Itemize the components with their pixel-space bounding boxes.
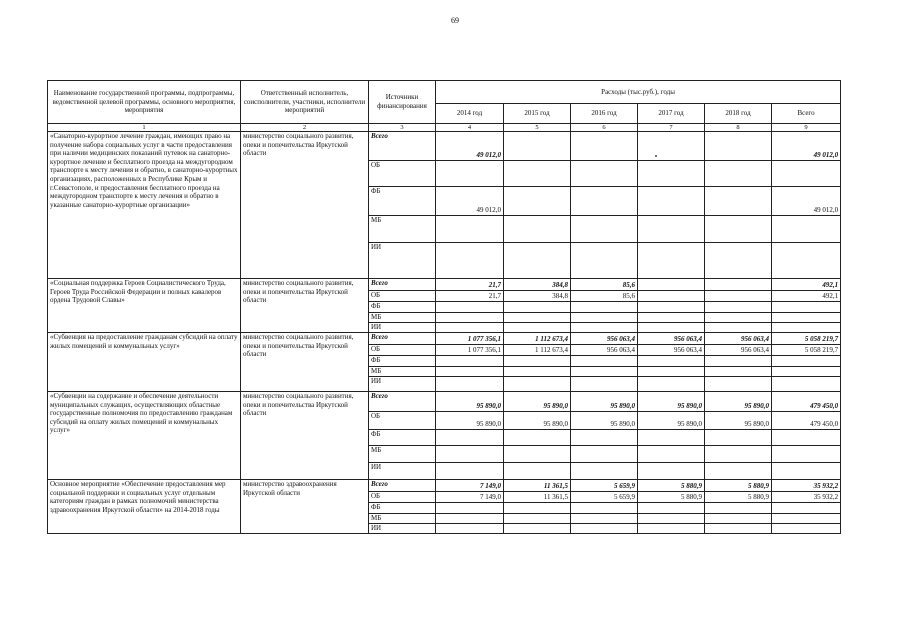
expense-value	[571, 216, 638, 243]
expense-value	[705, 377, 772, 392]
funding-source: МБ	[369, 367, 436, 377]
expense-value	[571, 446, 638, 463]
table-row	[48, 392, 841, 412]
funding-source: ОБ	[369, 161, 436, 187]
expense-value: 95 890,0	[705, 412, 772, 430]
header-total: Всего	[772, 104, 841, 124]
expense-value	[772, 377, 841, 392]
funding-source: Всего	[369, 279, 436, 291]
expense-value: 35 932,2	[772, 480, 841, 492]
expense-value	[436, 356, 504, 367]
expense-value	[772, 161, 841, 187]
funding-source: МБ	[369, 514, 436, 524]
measure-name: «Субвенции на содержание и обеспечение деятельности муниципальных служащих, осуществляющих областные государственные полномочия по предоставлению гражданам субсидий на оплату жилых помещений и коммунальных услуг»	[48, 392, 241, 480]
expense-value	[772, 446, 841, 463]
expense-value	[436, 243, 504, 279]
expense-value: 1 077 356,1	[436, 333, 504, 345]
expense-value	[705, 243, 772, 279]
expense-value	[638, 161, 705, 187]
column-number: 8	[705, 124, 772, 132]
expense-value: 21,7	[436, 279, 504, 291]
column-number: 4	[436, 124, 504, 132]
expense-value	[772, 367, 841, 377]
expense-value	[504, 524, 571, 534]
expense-value	[571, 503, 638, 514]
expense-value: 49 012,0	[436, 132, 504, 161]
expense-value	[504, 430, 571, 446]
expense-value	[638, 313, 705, 323]
expense-value	[504, 377, 571, 392]
header-year: 2015 год	[504, 104, 571, 124]
expense-value	[638, 377, 705, 392]
funding-source: ФБ	[369, 503, 436, 514]
expense-value	[504, 132, 571, 161]
funding-source: ОБ	[369, 492, 436, 503]
expense-value	[436, 503, 504, 514]
expense-value	[638, 503, 705, 514]
expense-value	[504, 243, 571, 279]
funding-source: ИИ	[369, 243, 436, 279]
expense-value	[705, 446, 772, 463]
funding-source: Всего	[369, 132, 436, 161]
expense-value	[772, 430, 841, 446]
expense-value	[705, 356, 772, 367]
expense-value	[638, 463, 705, 480]
expense-value	[638, 187, 705, 216]
expense-value	[436, 161, 504, 187]
expense-value: 49 012,0	[772, 187, 841, 216]
expense-value	[638, 279, 705, 291]
expense-value: 95 890,0	[571, 392, 638, 412]
expense-value	[705, 132, 772, 161]
expense-value	[571, 463, 638, 480]
expense-value: 5 659,9	[571, 492, 638, 503]
column-number: 9	[772, 124, 841, 132]
measure-name: «Социальная поддержка Героев Социалистического Труда, Героев Труда Российской Федерации и полных кавалеров ордена Трудовой Славы»	[48, 279, 241, 333]
expense-value	[571, 514, 638, 524]
funding-source: ОБ	[369, 291, 436, 302]
expense-value	[638, 243, 705, 279]
expense-value	[638, 323, 705, 333]
expense-value: 5 880,9	[705, 480, 772, 492]
expense-value	[638, 367, 705, 377]
expense-value: 479 450,0	[772, 412, 841, 430]
expense-value	[705, 216, 772, 243]
expense-value	[705, 302, 772, 313]
expense-value: 479 450,0	[772, 392, 841, 412]
expense-value	[436, 216, 504, 243]
expense-value	[705, 323, 772, 333]
expense-value	[638, 446, 705, 463]
expense-value: 11 361,5	[504, 480, 571, 492]
funding-source: Всего	[369, 333, 436, 345]
funding-source: ИИ	[369, 377, 436, 392]
expense-value: 95 890,0	[638, 412, 705, 430]
funding-source: ОБ	[369, 412, 436, 430]
responsible-executor: министерство социального развития, опеки и попечительства Иркутской области	[241, 333, 369, 392]
expense-value	[571, 323, 638, 333]
expense-value	[504, 446, 571, 463]
expense-value	[705, 279, 772, 291]
expense-value	[436, 463, 504, 480]
expense-value	[638, 216, 705, 243]
funding-source: ИИ	[369, 524, 436, 534]
expense-value: 95 890,0	[504, 392, 571, 412]
expense-value: 95 890,0	[638, 392, 705, 412]
measure-name: «Субвенция на предоставление гражданам субсидий на оплату жилых помещений и коммунальных услуг»	[48, 333, 241, 392]
expense-value: 95 890,0	[504, 412, 571, 430]
column-number: 6	[571, 124, 638, 132]
funding-source: ФБ	[369, 430, 436, 446]
responsible-executor: министерство социального развития, опеки и попечительства Иркутской области	[241, 392, 369, 480]
expense-value	[436, 302, 504, 313]
expense-value: 5 880,9	[638, 480, 705, 492]
expense-value	[504, 356, 571, 367]
expense-value: 956 063,4	[571, 345, 638, 356]
header-expenses: Расходы (тыс.руб.), годы	[436, 81, 841, 104]
expense-value	[571, 161, 638, 187]
expense-value	[571, 187, 638, 216]
responsible-executor: министерство социального развития, опеки и попечительства Иркутской области	[241, 279, 369, 333]
expense-value: 5 058 219,7	[772, 345, 841, 356]
expense-value	[504, 367, 571, 377]
expense-value: 85,6	[571, 291, 638, 302]
column-number: 1	[48, 124, 241, 132]
expense-value	[436, 524, 504, 534]
expense-value: 5 880,9	[705, 492, 772, 503]
expense-value	[638, 514, 705, 524]
expense-value	[772, 524, 841, 534]
expense-value	[436, 377, 504, 392]
table-row	[48, 279, 841, 291]
expense-value: 956 063,4	[638, 333, 705, 345]
expense-value: 21,7	[436, 291, 504, 302]
funding-source: МБ	[369, 313, 436, 323]
expense-value: 492,1	[772, 291, 841, 302]
expense-value	[436, 323, 504, 333]
expense-value	[571, 243, 638, 279]
funding-source: ФБ	[369, 356, 436, 367]
expense-value	[571, 430, 638, 446]
expense-value: 5 880,9	[638, 492, 705, 503]
expense-value	[571, 377, 638, 392]
expense-value	[436, 430, 504, 446]
expense-value	[504, 514, 571, 524]
expense-value	[638, 356, 705, 367]
header-year: 2014 год	[436, 104, 504, 124]
expense-value	[772, 356, 841, 367]
expense-value	[504, 216, 571, 243]
expense-value	[504, 187, 571, 216]
funding-source: ОБ	[369, 345, 436, 356]
funding-source: ФБ	[369, 187, 436, 216]
funding-source: МБ	[369, 216, 436, 243]
expense-value	[638, 132, 705, 161]
expense-value	[436, 367, 504, 377]
expense-value: 956 063,4	[638, 345, 705, 356]
expense-value	[772, 323, 841, 333]
responsible-executor: министерство социального развития, опеки и попечительства Иркутской области	[241, 132, 369, 279]
table-body	[48, 81, 841, 534]
expense-value	[504, 161, 571, 187]
expense-value	[638, 524, 705, 534]
expense-value	[504, 313, 571, 323]
expense-value	[436, 446, 504, 463]
expense-value	[436, 313, 504, 323]
expense-value	[571, 356, 638, 367]
header-sources: Источники финансирования	[369, 81, 436, 124]
table-row	[48, 132, 841, 161]
header-year: 2017 год	[638, 104, 705, 124]
expense-value	[705, 367, 772, 377]
expense-value	[571, 367, 638, 377]
expense-value	[638, 291, 705, 302]
header-year: 2016 год	[571, 104, 638, 124]
expense-value	[705, 187, 772, 216]
expense-value	[772, 503, 841, 514]
expense-value	[504, 463, 571, 480]
expense-value	[571, 524, 638, 534]
expense-value: 95 890,0	[436, 392, 504, 412]
funding-source: Всего	[369, 480, 436, 492]
expense-value: 492,1	[772, 279, 841, 291]
expense-value	[571, 132, 638, 161]
column-number: 3	[369, 124, 436, 132]
expense-value: 384,8	[504, 279, 571, 291]
expense-value	[705, 161, 772, 187]
header-name: Наименование государственной программы, подпрограммы, ведомственной целевой программы, основного мероприятия, мероприятия	[48, 81, 241, 124]
expense-value: 85,6	[571, 279, 638, 291]
table-row	[48, 333, 841, 345]
expense-value	[772, 243, 841, 279]
expense-value	[638, 430, 705, 446]
expense-value	[772, 216, 841, 243]
expense-value: 95 890,0	[571, 412, 638, 430]
expense-value: 7 149,0	[436, 492, 504, 503]
expense-value	[504, 302, 571, 313]
column-number: 2	[241, 124, 369, 132]
expense-value	[705, 503, 772, 514]
expense-value: 49 012,0	[436, 187, 504, 216]
expense-value: 95 890,0	[436, 412, 504, 430]
expense-value: 1 112 673,4	[504, 345, 571, 356]
expense-value: 1 112 673,4	[504, 333, 571, 345]
measure-name: «Санаторно-курортное лечение граждан, имеющих право на получение набора социальных услуг в части предоставления при наличии медицинских показаний путевок на санаторно-курортное лечение и бесплатного проезда на междугородном транспорте к месту лечения и обратно, в санаторно-курортных организациях, расположенных в Республике Крым и г.Севастополе, и предоставления бесплатного проезда на междугородном транспорте к месту лечения и обратно в указанные санаторно-курортные организации»	[48, 132, 241, 279]
funding-source: ФБ	[369, 302, 436, 313]
header-year: 2018 год	[705, 104, 772, 124]
expense-value: 7 149,0	[436, 480, 504, 492]
expense-value	[772, 514, 841, 524]
expense-value: 1 077 356,1	[436, 345, 504, 356]
expense-value	[436, 514, 504, 524]
expense-value	[571, 313, 638, 323]
table-row	[48, 480, 841, 492]
expense-value: 49 012,0	[772, 132, 841, 161]
column-numbers-row	[48, 124, 841, 132]
expense-value	[705, 524, 772, 534]
page-number: 69	[451, 16, 459, 25]
responsible-executor: министерство здравоохранения Иркутской области	[241, 480, 369, 534]
funding-source: ИИ	[369, 323, 436, 333]
expense-value: 956 063,4	[705, 333, 772, 345]
funding-source: Всего	[369, 392, 436, 412]
expense-value	[772, 313, 841, 323]
funding-source: МБ	[369, 446, 436, 463]
expenses-table	[47, 80, 841, 534]
column-number: 5	[504, 124, 571, 132]
expense-value	[504, 323, 571, 333]
expense-value	[705, 430, 772, 446]
column-number: 7	[638, 124, 705, 132]
measure-name: Основное мероприятие «Обеспечение предоставления мер социальной поддержки и социальных услуг отдельным категориям граждан в рамках полномочий министерства здравоохранения Иркутской области» на 2014-2018 годы	[48, 480, 241, 534]
header-executor: Ответственный исполнитель, соисполнители, участники, исполнители мероприятий	[241, 81, 369, 124]
funding-source: ИИ	[369, 463, 436, 480]
expense-value	[638, 302, 705, 313]
expense-value: 956 063,4	[571, 333, 638, 345]
expense-value	[705, 463, 772, 480]
expense-value	[705, 514, 772, 524]
expense-value	[772, 302, 841, 313]
expense-value: 35 932,2	[772, 492, 841, 503]
expense-value: 5 058 219,7	[772, 333, 841, 345]
expense-value: 956 063,4	[705, 345, 772, 356]
expense-value	[772, 463, 841, 480]
expense-value: 384,8	[504, 291, 571, 302]
header-row-1	[48, 81, 841, 104]
expense-value	[571, 302, 638, 313]
expense-value: 95 890,0	[705, 392, 772, 412]
expense-value: 11 361,5	[504, 492, 571, 503]
expense-value	[705, 291, 772, 302]
expense-value	[705, 313, 772, 323]
expense-value	[504, 503, 571, 514]
expense-value: 5 659,9	[571, 480, 638, 492]
